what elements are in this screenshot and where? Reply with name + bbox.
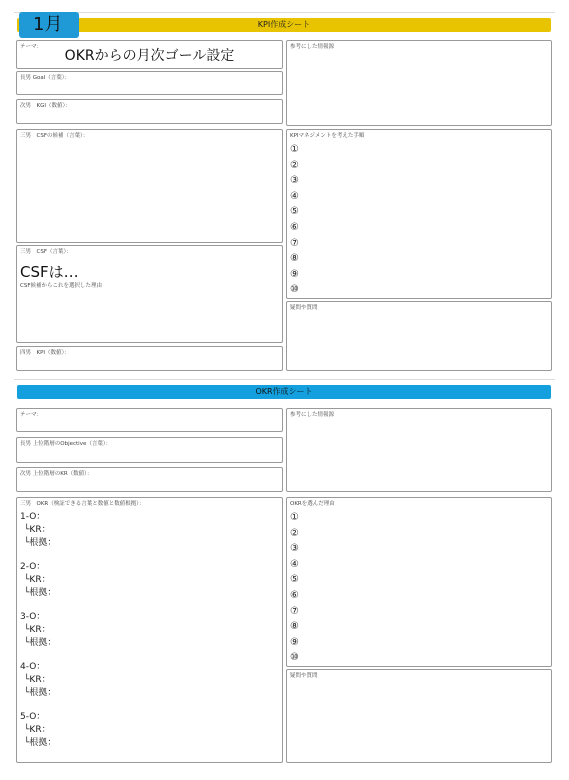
kpi-csf-value: CSFは… [20, 263, 79, 281]
okr-objective-line: 4-O： [20, 662, 46, 672]
kpi-step-item: ① [290, 144, 299, 155]
kpi-goal-box[interactable] [16, 71, 283, 95]
okr-basis-line: └根拠： [24, 638, 57, 648]
kpi-kgi-label: 次男 KGI（数値）： [20, 103, 71, 109]
okr-theme-box[interactable] [16, 408, 283, 432]
okr-kr-line: └KR： [24, 625, 51, 635]
okr-questions-box[interactable] [286, 669, 552, 763]
okr-reasons-list [290, 510, 299, 666]
kpi-steps-box[interactable] [286, 129, 552, 299]
okr-kr-box[interactable] [16, 467, 283, 492]
kpi-reference-label: 参考にした情報源 [290, 44, 335, 50]
month-tab[interactable] [19, 12, 79, 38]
kpi-step-item: ③ [290, 175, 299, 187]
kpi-steps-label: KPIマネジメントを考えた手順 [290, 133, 365, 139]
okr-objective-line: 2-O： [20, 562, 46, 572]
kpi-step-item: ⑤ [290, 206, 299, 218]
okr-basis-line: └根拠： [24, 588, 57, 598]
okr-item [20, 611, 56, 650]
kpi-step-item: ④ [290, 190, 299, 202]
kpi-step-item: ⑨ [290, 268, 299, 280]
okr-objective-label: 長男 上位階層のObjective（言葉）： [20, 441, 112, 447]
kpi-goal-label: 長男 Goal（言葉）： [20, 75, 71, 81]
okr-reference-box[interactable] [286, 408, 552, 492]
kpi-theme-label: テーマ： [20, 44, 43, 50]
kpi-csf-reason-label: CSF候補からこれを選択した理由 [20, 283, 102, 289]
okr-reference-label: 参考にした情報源 [290, 412, 335, 418]
kpi-csf-label: 三男 CSF（言葉）： [20, 249, 72, 255]
kpi-questions-box[interactable] [286, 301, 552, 371]
kpi-sheet-title: KPI作成シート [257, 20, 311, 29]
kpi-step-item: ⑦ [290, 237, 299, 249]
okr-reason-item: ⑦ [290, 605, 299, 617]
okr-sheet-title: OKR作成シート [255, 387, 313, 396]
kpi-step-item: ⑩ [290, 284, 299, 296]
okr-theme-label: テーマ： [20, 412, 43, 418]
okr-reason-label: OKRを選んだ理由 [290, 501, 335, 507]
okr-kr-line: └KR： [24, 575, 51, 585]
okr-questions-label: 疑問や質問 [290, 673, 318, 679]
okr-reason-item: ② [290, 527, 299, 539]
okr-reason-item: ⑥ [290, 589, 299, 601]
kpi-step-item: ⑧ [290, 253, 299, 265]
kpi-step-item: ⑥ [290, 221, 299, 233]
okr-objective-line: 3-O： [20, 612, 46, 622]
okr-reason-item: ① [290, 512, 299, 523]
kpi-csf-candidates-box[interactable] [16, 129, 283, 243]
okr-objective-box[interactable] [16, 437, 283, 463]
okr-reason-item: ⑤ [290, 574, 299, 586]
okr-items-list [20, 511, 56, 761]
section-divider [14, 379, 555, 380]
kpi-step-item: ② [290, 159, 299, 171]
okr-item [20, 711, 56, 750]
kpi-theme-box[interactable] [16, 40, 283, 69]
okr-objective-line: 1-O： [20, 512, 46, 522]
kpi-steps-list [290, 142, 299, 298]
kpi-kpi-box[interactable] [16, 346, 283, 371]
okr-basis-line: └根拠： [24, 688, 57, 698]
okr-reason-item: ④ [290, 558, 299, 570]
kpi-kpi-label: 四男 KPI（数値）： [20, 350, 70, 356]
okr-item [20, 511, 56, 550]
okr-basis-line: └根拠： [24, 738, 57, 748]
okr-item [20, 661, 56, 700]
kpi-sheet-title-bar [17, 18, 551, 32]
okr-item [20, 561, 56, 600]
okr-reason-item: ⑨ [290, 636, 299, 648]
month-label: 1月 [33, 14, 63, 35]
okr-sheet-title-bar [17, 385, 551, 399]
okr-kr-line: └KR： [24, 675, 51, 685]
okr-main-box[interactable] [16, 497, 283, 763]
okr-reason-box[interactable] [286, 497, 552, 667]
kpi-questions-label: 疑問や質問 [290, 305, 318, 311]
okr-basis-line: └根拠： [24, 538, 57, 548]
okr-objective-line: 5-O： [20, 712, 46, 722]
kpi-reference-box[interactable] [286, 40, 552, 126]
kpi-csf-box[interactable] [16, 245, 283, 343]
top-divider [14, 12, 555, 13]
okr-main-label: 三男 OKR（検証できる言葉と数値と数値根拠）： [20, 501, 145, 507]
okr-kr-label: 次男 上位階層のKR（数値）： [20, 471, 93, 477]
kpi-csf-candidates-label: 三男 CSFの候補（言葉）： [20, 133, 89, 139]
kpi-theme-value: OKRからの月次ゴール設定 [64, 48, 235, 64]
okr-reason-item: ⑧ [290, 621, 299, 633]
okr-kr-line: └KR： [24, 725, 51, 735]
okr-reason-item: ③ [290, 543, 299, 555]
okr-kr-line: └KR： [24, 525, 51, 535]
kpi-kgi-box[interactable] [16, 99, 283, 124]
okr-reason-item: ⑩ [290, 652, 299, 664]
